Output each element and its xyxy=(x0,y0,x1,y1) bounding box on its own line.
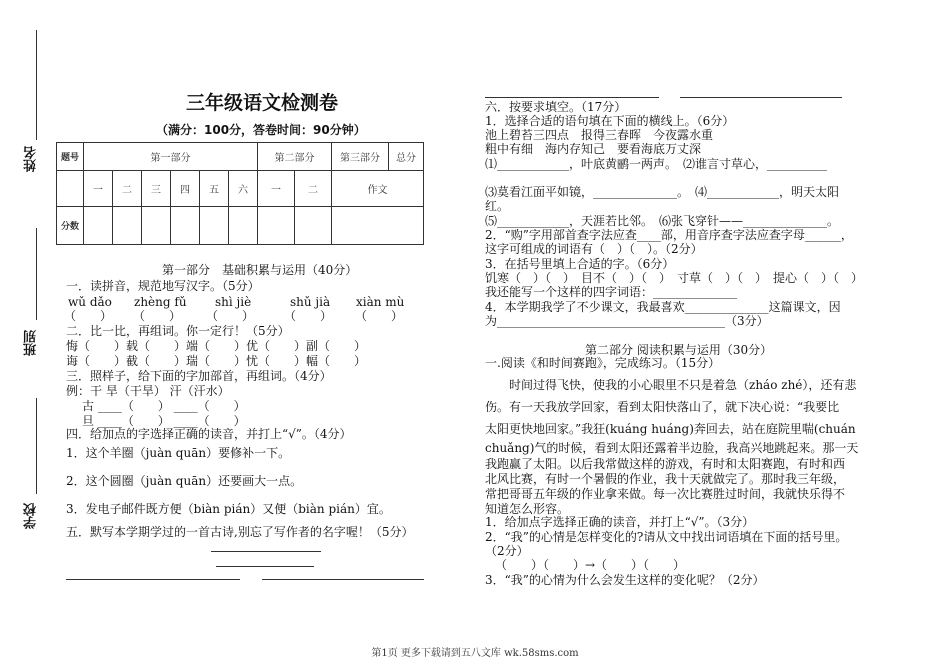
passage-line-7: 常把哥哥五年级的作业拿来做。每一次比赛胜过时间，我就快乐得不 xyxy=(485,487,846,501)
score-input-3[interactable] xyxy=(142,207,171,245)
q4-item-2[interactable]: 2．这个圆圈（juàn quān）还要画大一点。 xyxy=(66,474,303,488)
reading-passage xyxy=(485,374,885,517)
q1-blank-5[interactable]: （ ） xyxy=(355,309,404,323)
q6-3-more[interactable]: 我还能写一个这样的四字词语：______________ xyxy=(485,285,738,299)
q1-blank-4[interactable]: （ ） xyxy=(284,309,333,323)
binding-line-low xyxy=(36,398,37,494)
reading-q2-line-b: （2分） xyxy=(485,544,529,558)
reading-intro: 一.阅读《和时间赛跑》，完成练习。（15分） xyxy=(485,356,721,370)
q6-1-line-b[interactable]: ⑶莫看江面平如镜，______________。 ⑷____________，明天太阳 xyxy=(485,185,840,199)
q3-row1[interactable]: 古 ____（ ） ____（ ） xyxy=(82,399,246,413)
q6-1-options-1: 池上碧苔三四点 报得三春晖 今夜露水重 xyxy=(485,128,714,142)
score-sub-6: 六 xyxy=(229,171,258,207)
q2-row1[interactable]: 悔（ ）载（ ）端（ ）优（ ）副（ ） xyxy=(66,339,367,353)
q6-1-options-2: 粗中有细 海内存知己 要看海底万丈深 xyxy=(485,142,702,156)
q5-heading: 五．默写本学期学过的一首古诗,别忘了写作者的名字喔！（5分） xyxy=(66,525,414,539)
q5-answer-line-1[interactable] xyxy=(211,551,321,552)
reading-q2-line-a: 2．“我”的心情是怎样变化的?请从文中找出词语填在下面的括号里。 xyxy=(485,530,848,544)
score-input-2[interactable] xyxy=(113,207,142,245)
passage-line-4: chuǎng)气的时候，看到太阳还露着半边脸，我高兴地跳起来。那一天 xyxy=(485,441,859,455)
class-label: 班别 xyxy=(24,330,39,356)
score-table xyxy=(56,142,424,245)
q1-blank-3[interactable]: （ ） xyxy=(206,309,255,323)
score-row-label: 分数 xyxy=(57,207,84,245)
score-sub-1: 一 xyxy=(84,171,113,207)
passage-line-2: 伤。有一天我放学回家，看到太阳快落山了，就下决心说：“我要比 xyxy=(485,400,840,414)
q1-pinyin-2: zhèng fǔ xyxy=(134,295,187,309)
q1-pinyin-1: wǔ dǎo xyxy=(68,295,112,309)
reading-q1[interactable]: 1．给加点字选择正确的读音，并打上“√”。（3分） xyxy=(485,515,755,529)
q5-answer-line-2[interactable] xyxy=(216,566,314,567)
score-input-6[interactable] xyxy=(229,207,258,245)
q3-example: 例：干 旱（干旱） 汗（汗水） xyxy=(66,384,230,398)
q3-row2[interactable]: 旦 ____（ ） ____（ ） xyxy=(82,414,246,428)
q6-1-line-a[interactable]: ⑴____________，叶底黄鹂一两声。 ⑵谁言寸草心，__________ xyxy=(485,157,828,171)
poem-answer-line-6[interactable] xyxy=(680,97,842,98)
q6-3-heading: 3．在括号里填上合适的字。（6分） xyxy=(485,257,675,271)
q1-blank-2[interactable]: （ ） xyxy=(133,309,182,323)
score-sub-3: 三 xyxy=(142,171,171,207)
q2-row2[interactable]: 诲（ ）截（ ）瑞（ ）忧（ ）幅（ ） xyxy=(66,354,367,368)
score-input-essay[interactable] xyxy=(332,207,424,245)
q6-2-line-a[interactable]: 2．“购”字用部首查字法应查____部，用音序查字法应查字母______， xyxy=(485,228,853,242)
score-sub-7: 一 xyxy=(258,171,295,207)
q1-blank-1[interactable]: （ ） xyxy=(64,309,113,323)
q4-heading: 四．给加点的字选择正确的读音，并打上“√”。（4分） xyxy=(66,427,352,441)
score-input-5[interactable] xyxy=(200,207,229,245)
score-sub-essay: 作文 xyxy=(332,171,424,207)
q6-heading: 六．按要求填空。（17分） xyxy=(485,100,627,114)
name-label: 姓名 xyxy=(24,146,39,172)
score-header-total: 总分 xyxy=(389,143,424,171)
q1-pinyin-4: shǔ jià xyxy=(290,295,331,309)
q6-2-line-b[interactable]: 这字可组成的词语有（ ）（ ）。（2分） xyxy=(485,242,703,256)
page-title: 三年级语文检测卷 xyxy=(186,92,339,114)
q1-pinyin-5: xiàn mù xyxy=(356,295,405,309)
q6-1-line-c[interactable]: ⑸____________，天涯若比邻。 ⑹张飞穿针——______________。 xyxy=(485,214,840,228)
reading-q3: 3．“我”的心情为什么会发生这样的变化呢？（2分） xyxy=(485,573,765,587)
passage-line-8: 知道怎么形容。 xyxy=(485,502,570,516)
q4-item-1[interactable]: 1．这个羊圈（juàn quān）要修补一下。 xyxy=(66,446,291,460)
passage-line-5: 我跑赢了太阳。以后我常做这样的游戏，有时和太阳赛跑，有时和西 xyxy=(485,457,846,471)
q2-heading: 二．比一比，再组词。你一定行！（5分） xyxy=(66,324,290,338)
q5-answer-line-3[interactable] xyxy=(66,579,240,580)
part1-heading: 第一部分 基础积累与运用（40分） xyxy=(162,263,358,277)
score-header-part1: 第一部分 xyxy=(84,143,258,171)
passage-line-1: 时间过得飞快，使我的小心眼里不只是着急（zháo zhé），还有悲 xyxy=(485,378,857,392)
page-footer: 第1页 更多下载请到五八文库 wk.58sms.com xyxy=(371,648,579,659)
score-sub-4: 四 xyxy=(171,171,200,207)
q1-heading: 一．读拼音，规范地写汉字。（5分） xyxy=(66,279,260,293)
score-header-part3: 第三部分 xyxy=(332,143,389,171)
binding-line-top xyxy=(36,30,37,140)
q4-item-3[interactable]: 3．发电子邮件既方便（biàn pián）又便（biàn pián）宜。 xyxy=(66,502,391,516)
score-header-tihao: 题号 xyxy=(57,143,84,171)
score-input-8[interactable] xyxy=(295,207,332,245)
q5-answer-line-4[interactable] xyxy=(262,579,424,580)
q6-4-line-b[interactable]: 为______________________________________（3分） xyxy=(485,314,769,328)
q6-1-heading: 1．选择合适的语句填在下面的横线上。（6分） xyxy=(485,114,735,128)
page-subtitle: （满分：100分，答卷时间：90分钟） xyxy=(156,123,366,137)
poem-answer-line-5[interactable] xyxy=(485,97,659,98)
score-input-1[interactable] xyxy=(84,207,113,245)
score-sub-5: 五 xyxy=(200,171,229,207)
q6-1-line-b2: 红。 xyxy=(485,199,510,213)
passage-line-6: 北风比赛，有时一个暑假的作业，我十天就做完了。那时我三年级， xyxy=(485,472,846,486)
q6-3-row[interactable]: 饥寒（ ）（ ） 目不（ ）（ ） 寸草（ ）（ ） 提心（ ）（ ） xyxy=(485,271,864,285)
reading-q2-answer[interactable]: （ ）（ ）→（ ）（ ） xyxy=(495,558,686,572)
school-label: 学校 xyxy=(24,503,39,529)
score-header-part2: 第二部分 xyxy=(258,143,332,171)
q6-4-line-a[interactable]: 4．本学期我学了不少课文，我最喜欢______________这篇课文，因 xyxy=(485,300,841,314)
q3-heading: 三．照样子，给下面的字加部首，再组词。（4分） xyxy=(66,369,332,383)
score-input-7[interactable] xyxy=(258,207,295,245)
score-cell-blank xyxy=(57,171,84,207)
passage-line-3: 太阳更快地回家。”我狂(kuáng huáng)奔回去，站在庭院里喘(chuán xyxy=(485,422,856,436)
binding-line-mid xyxy=(36,228,37,320)
score-input-4[interactable] xyxy=(171,207,200,245)
score-sub-2: 二 xyxy=(113,171,142,207)
score-sub-8: 二 xyxy=(295,171,332,207)
q1-pinyin-3: shì jiè xyxy=(215,295,252,309)
part2-heading: 第二部分 阅读积累与运用（30分） xyxy=(585,343,773,357)
